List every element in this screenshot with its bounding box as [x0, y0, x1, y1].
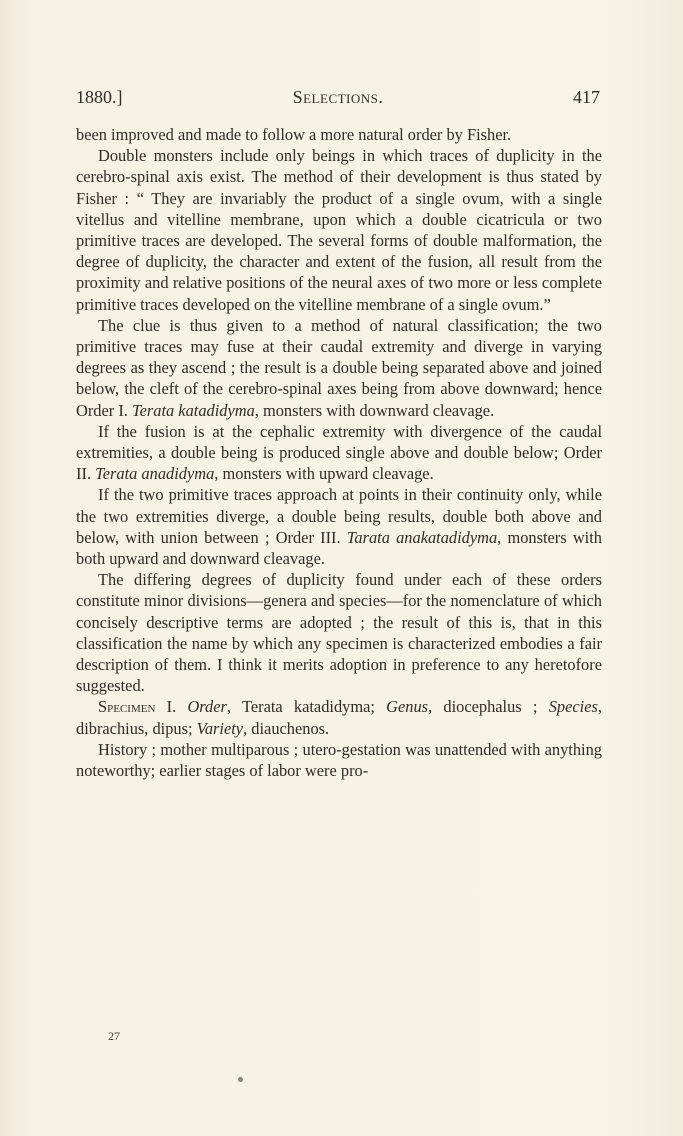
body-text — [76, 124, 602, 781]
paragraph-8: History ; mother multiparous ; utero-gestation was unattended with anything noteworthy; earlier stages of labor were pro- — [76, 739, 602, 781]
header-page-number: 417 — [573, 87, 600, 107]
paragraph-3: The clue is thus given to a method of natural classification; the two primitive traces may fuse at their caudal extremity and diverge in varying degrees as they ascend ; the result is a double being separated above and joined below, the cleft of the cerebro-spinal axes being from above downward; hence Order I. Terata katadidyma, monsters with downward cleavage. — [76, 315, 602, 420]
paragraph-4: If the fusion is at the cephalic extremity with divergence of the caudal extremities, a double being is produced single above and double below; Order II. Terata anadidyma, monsters with upward cleavage. — [76, 421, 602, 484]
order-three-name: Tarata anakatadidyma — [346, 527, 498, 547]
header-section-title: Selections. — [292, 87, 384, 107]
paragraph-5: If the two primitive traces approach at points in their continuity only, while the two extremities diverge, a double being results, double both above and below, with union between ; Order III. Tarata anakatadidyma, monsters with both upward and downward cleavage. — [76, 485, 602, 569]
paragraph-2: Double monsters include only beings in which traces of duplicity in the cerebro-spinal axis exist. The method of their development is thus stated by Fisher : “ They are invariably the product of a single ovum, with a single vitellus and vitelline membrane, upon which a double cicatricula or two primitive traces are developed. The several forms of double malformation, the degree of duplicity, the character and extent of the fusion, all result from the proximity and relative positions of the neural axes of two more or less complete primitive traces developed on the vitelline membrane of a single ovum.” — [76, 146, 602, 314]
header-year: 1880.] — [76, 87, 123, 107]
paragraph-6: The differing degrees of duplicity found under each of these orders constitute minor divisions—genera and species—for the nomenclature of which concisely descriptive terms are adopted ; the result of this is, that in this classification the name by which any specimen is characterized embodies a fair description of them. I think it merits adoption in preference to any heretofore suggested. — [76, 570, 602, 696]
order-two-name: Terata anadidyma — [95, 464, 215, 484]
running-head — [76, 87, 600, 111]
paragraph-7-specimen: Specimen I. Order, Terata katadidyma; Genus, diocephalus ; Species, dibrachius, dipus; Variety, diauchenos. — [76, 697, 602, 738]
paragraph-1: been improved and made to follow a more natural order by Fisher. — [76, 125, 512, 144]
signature-mark: 27 — [108, 1029, 120, 1043]
ink-speck — [238, 1077, 243, 1082]
order-one-name: Terata katadidyma — [131, 400, 255, 420]
